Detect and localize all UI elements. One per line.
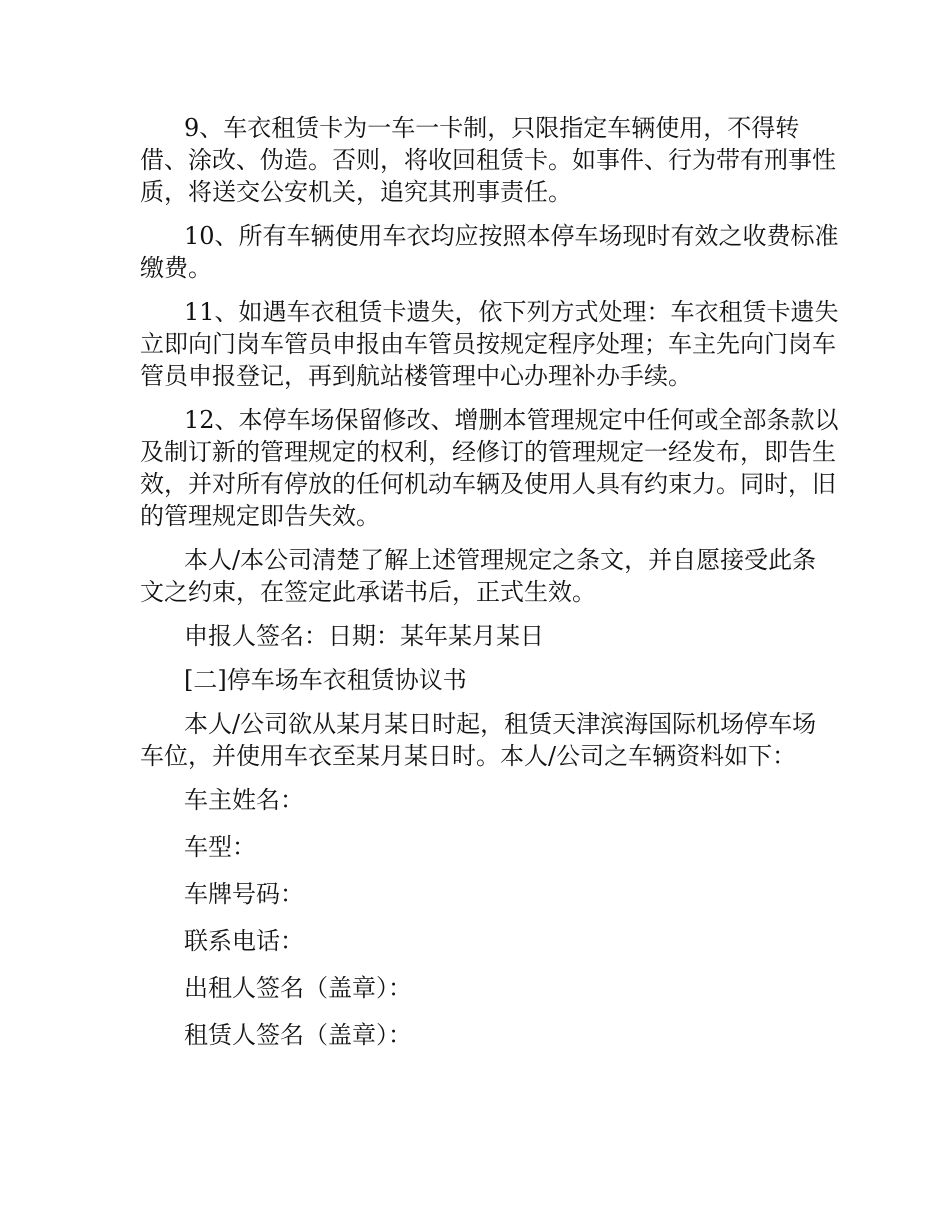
plate-number-field: 车牌号码： bbox=[184, 880, 304, 908]
clause-11: 11、如遇车衣租赁卡遗失，依下列方式处理：车衣租赁卡遗失立即向门岗车管员申报由车管员按规定程序处理；车主先向门岗车管员申报登记，再到航站楼管理中心办理补办手续。 bbox=[140, 298, 839, 390]
acknowledgement-paragraph: 本人/本公司清楚了解上述管理规定之条文，并自愿接受此条文之约束，在签定此承诺书后，正式生效。 bbox=[140, 546, 817, 606]
lessor-signature-field: 出租人签名（盖章）： bbox=[184, 974, 412, 1002]
clause-12: 12、本停车场保留修改、增删本管理规定中任何或全部条款以及制订新的管理规定的权利，经修订的管理规定一经发布，即告生效，并对所有停放的任何机动车辆及使用人具有约束力。同时，旧的管理规定即告失效。 bbox=[140, 406, 839, 530]
lease-intro-paragraph: 本人/公司欲从某月某日时起，租赁天津滨海国际机场停车场车位，并使用车衣至某月某日时。本人/公司之车辆资料如下： bbox=[140, 710, 817, 770]
clause-9: 9、车衣租赁卡为一车一卡制，只限指定车辆使用，不得转借、涂改、伪造。否则，将收回租赁卡。如事件、行为带有刑事性质，将送交公安机关，追究其刑事责任。 bbox=[140, 114, 836, 206]
document-body bbox=[140, 112, 840, 1066]
lessee-signature-field: 租赁人签名（盖章）： bbox=[184, 1021, 412, 1049]
declarant-signature-line: 申报人签名：日期：某年某月某日 bbox=[184, 622, 544, 650]
contact-phone-field: 联系电话： bbox=[184, 927, 304, 955]
owner-name-field: 车主姓名： bbox=[184, 786, 304, 814]
clause-10: 10、所有车辆使用车衣均应按照本停车场现时有效之收费标准缴费。 bbox=[140, 222, 839, 282]
vehicle-model-field: 车型： bbox=[184, 833, 256, 861]
section-heading: [二]停车场车衣租赁协议书 bbox=[184, 666, 467, 694]
